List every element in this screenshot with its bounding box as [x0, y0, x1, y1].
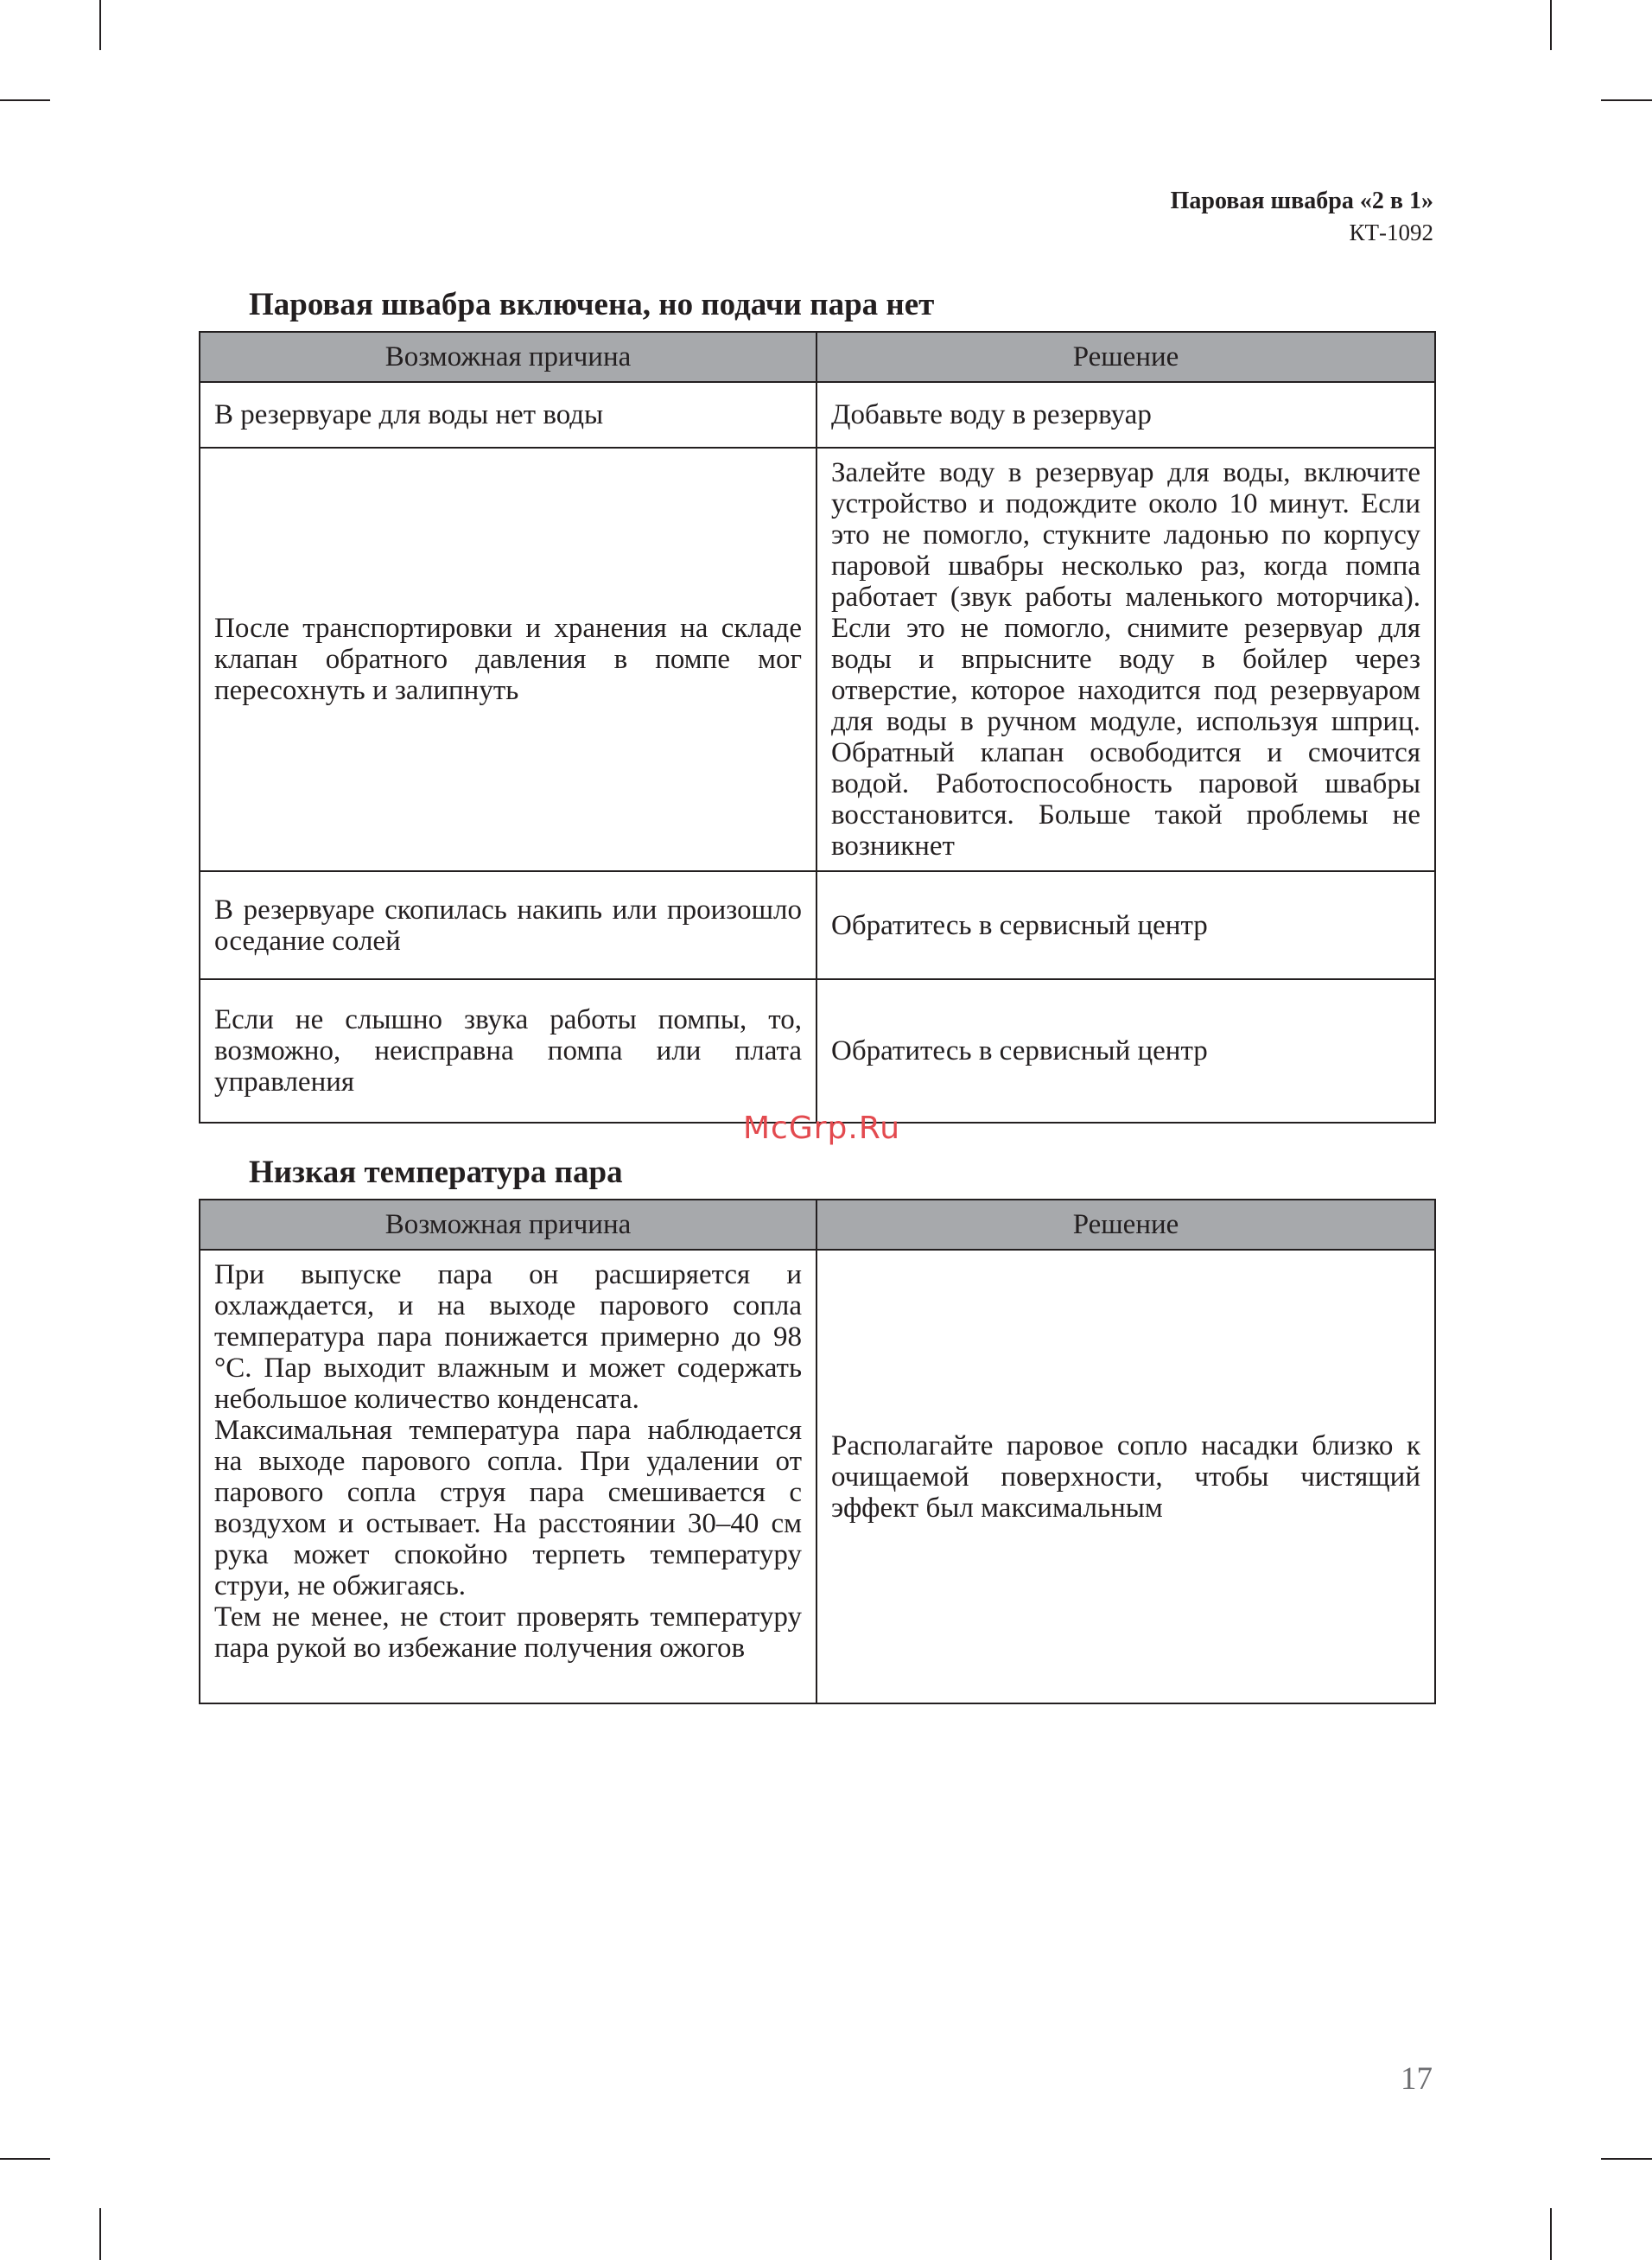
section-title-low-temperature: Низкая температура пара — [249, 1155, 623, 1190]
table-row — [200, 382, 1435, 448]
cause-cell: В резервуаре скопилась накипь или произошло оседание солей — [200, 871, 816, 979]
solution-cell: Добавьте воду в резервуар — [816, 382, 1435, 448]
cause-cell: В резервуаре для воды нет воды — [200, 382, 816, 448]
crop-mark-top-left — [99, 0, 101, 50]
cause-cell — [200, 1250, 816, 1703]
product-model: КТ-1092 — [1349, 220, 1433, 245]
product-title: Паровая швабра «2 в 1» — [1170, 188, 1433, 214]
solution-cell: Обратитесь в сервисный центр — [816, 979, 1435, 1123]
cause-cell: Если не слышно звука работы помпы, то, возможно, неисправна помпа или плата управления — [200, 979, 816, 1123]
table-row — [200, 1250, 1435, 1703]
table-header-row — [200, 332, 1435, 382]
crop-mark-bottom-right — [1550, 2208, 1552, 2260]
crop-mark-bottom-right-horizontal — [1601, 2158, 1652, 2160]
running-header — [1171, 186, 1433, 248]
table-header-row — [200, 1200, 1435, 1250]
table-row — [200, 448, 1435, 871]
solution-cell: Располагайте паровое сопло насадки близко к очищаемой поверхности, чтобы чистящий эффект был максимальным — [816, 1250, 1435, 1703]
cause-paragraph: Максимальная температура пара наблюдается на выходе парового сопла. При удалении от парового сопла струя пара смешивается с воздухом и остывает. На расстоянии 30–40 см рука может спокойно терпеть температуру струи, не обжигаясь. — [214, 1415, 802, 1601]
column-header-cause: Возможная причина — [200, 332, 816, 382]
crop-mark-bottom-left — [99, 2208, 101, 2260]
crop-mark-bottom-left-horizontal — [0, 2158, 50, 2160]
section-title-no-steam: Паровая швабра включена, но подачи пара нет — [249, 287, 935, 322]
table-row — [200, 871, 1435, 979]
column-header-solution: Решение — [816, 332, 1435, 382]
page-number: 17 — [1401, 2061, 1433, 2097]
troubleshooting-table-no-steam — [199, 331, 1436, 1124]
solution-cell: Залейте воду в резервуар для воды, включите устройство и подождите около 10 минут. Если это не помогло, стукните ладонью по корпусу паровой швабры несколько раз, когда помпа работает (звук работы маленького моторчика). Если это не помогло, снимите резервуар для воды и впрысните воду в бойлер через отверстие, которое находится под резервуаром для воды в ручном модуле, используя шприц. Обратный клапан освободится и смочится водой. Работоспособность паровой швабры восстановится. Больше такой проблемы не возникнет — [816, 448, 1435, 871]
solution-cell: Обратитесь в сервисный центр — [816, 871, 1435, 979]
watermark-text: McGrp.Ru — [743, 1111, 901, 1146]
cause-paragraph: Тем не менее, не стоит проверять температуру пара рукой во избежание получения ожогов — [214, 1601, 802, 1664]
cause-paragraph: При выпуске пара он расширяется и охлаждается, и на выходе парового сопла температура пара понижается примерно до 98 °С. Пар выходит влажным и может содержать небольшое количество конденсата. — [214, 1259, 802, 1415]
cause-cell: После транспортировки и хранения на складе клапан обратного давления в помпе мог пересохнуть и залипнуть — [200, 448, 816, 871]
crop-mark-top-left-horizontal — [0, 99, 50, 101]
column-header-cause: Возможная причина — [200, 1200, 816, 1250]
troubleshooting-table-low-temperature — [199, 1199, 1436, 1704]
table-row — [200, 979, 1435, 1123]
crop-mark-top-right — [1550, 0, 1552, 50]
crop-mark-top-right-horizontal — [1601, 99, 1652, 101]
column-header-solution: Решение — [816, 1200, 1435, 1250]
